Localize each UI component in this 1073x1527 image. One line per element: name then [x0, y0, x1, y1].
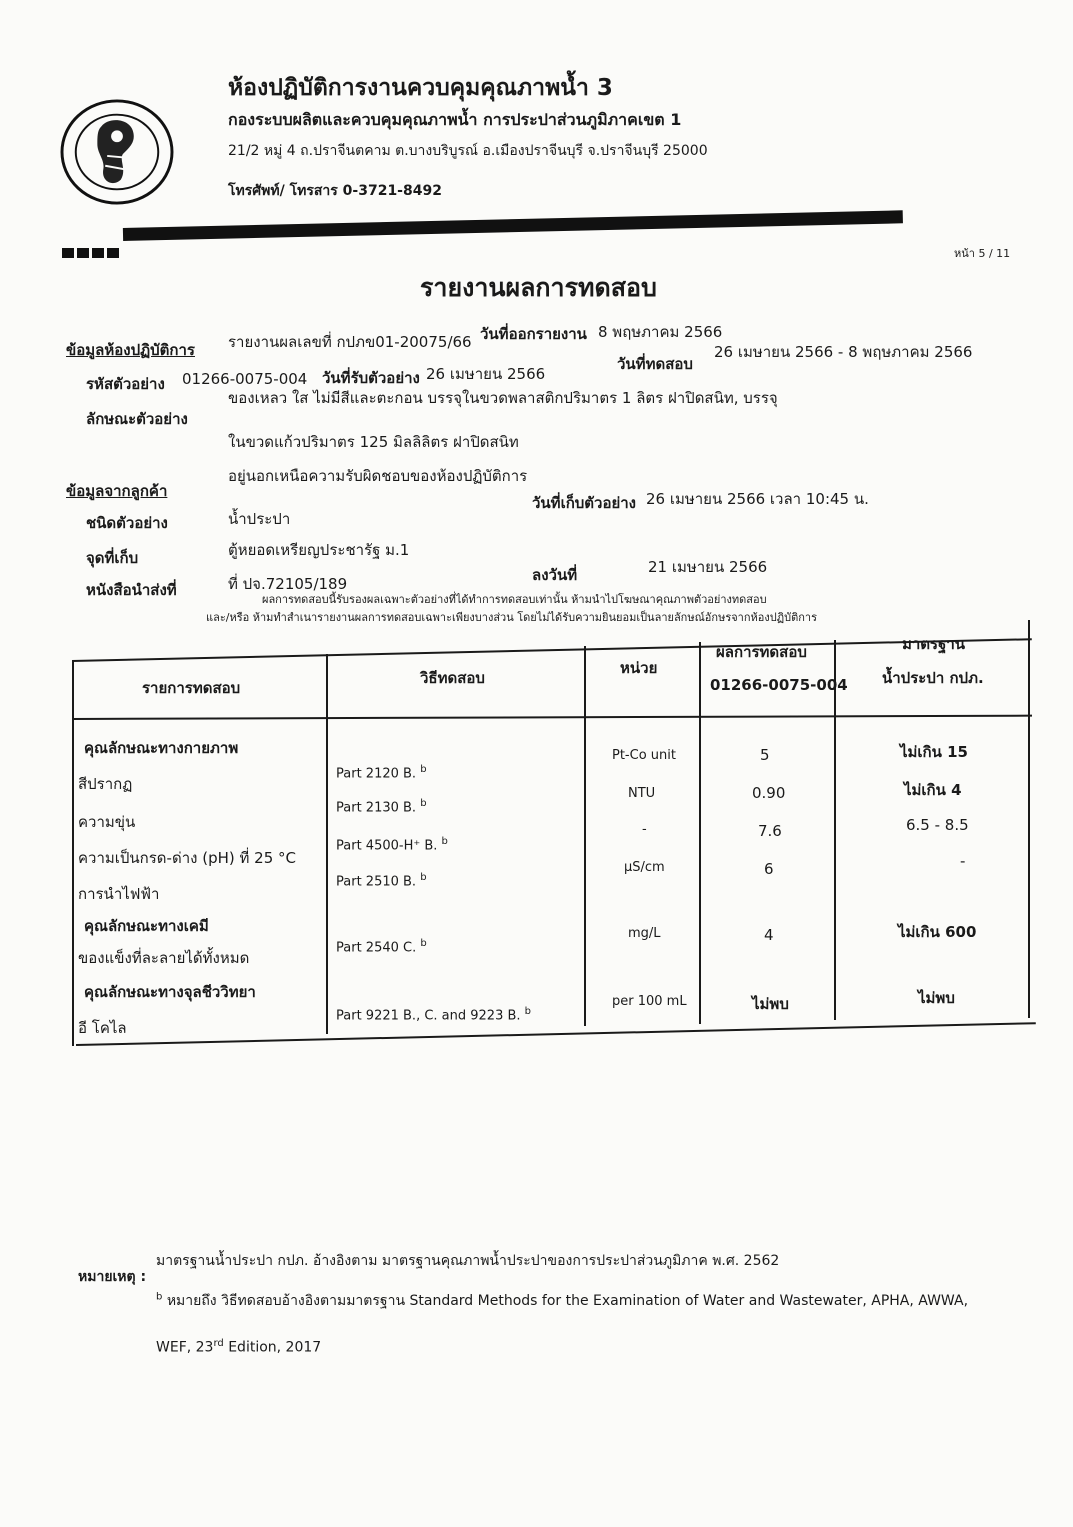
dated-label: ลงวันที่: [532, 566, 578, 584]
disclaimer-line2: และ/หรือ ห้ามทำสำเนารายงานผลการทดสอบเฉพาะเพียงบางส่วน โดยไม่ได้รับความยินยอมเป็นลายลักษณ์อักษรจากห้องปฏิบัติการ: [206, 611, 817, 624]
letter-label: หนังสือนำส่งที่: [86, 581, 177, 599]
row-unit: mg/L: [628, 926, 661, 941]
lab-division: กองระบบผลิตและควบคุมคุณภาพน้ำ การประปาส่วนภูมิภาคเขต 1: [228, 110, 682, 129]
report-number: รายงานผลเลขที่ กปภข01-20075/66: [228, 333, 472, 351]
row-method: Part 2510 B. $^b$: [336, 872, 427, 890]
note-standard-ref: มาตรฐานน้ำประปา กปภ. อ้างอิงตาม มาตรฐานคุณภาพน้ำประปาของการประปาส่วนภูมิภาค พ.ศ. 2562: [156, 1253, 780, 1269]
row-item: ความขุ่น: [78, 813, 136, 831]
row-item: ของแข็งที่ละลายได้ทั้งหมด: [78, 949, 250, 967]
row-standard: ไม่เกิน 600: [898, 923, 977, 941]
collection-point-label: จุดที่เก็บ: [86, 549, 139, 567]
group-microbio: คุณลักษณะทางจุลชีววิทยา: [84, 983, 256, 1001]
header-item: รายการทดสอบ: [142, 679, 241, 697]
issue-date-label: วันที่ออกรายงาน: [480, 325, 587, 343]
row-item: ความเป็นกรด-ด่าง (pH) ที่ 25 °C: [78, 849, 296, 867]
group-chemical: คุณลักษณะทางเคมี: [84, 917, 209, 935]
collected-label: วันที่เก็บตัวอย่าง: [532, 494, 637, 512]
sample-char-line2: ในขวดแก้วปริมาตร 125 มิลลิลิตร ฝาปิดสนิท: [228, 433, 519, 451]
header-rule-dashes: [62, 248, 119, 258]
row-unit: per 100 mL: [612, 994, 687, 1009]
row-unit: µS/cm: [624, 860, 665, 875]
lab-phone: โทรศัพท์/ โทรสาร 0-3721-8492: [228, 183, 442, 199]
row-method: Part 4500-H⁺ B. $^b$: [336, 836, 448, 854]
row-standard: 6.5 - 8.5: [906, 816, 969, 834]
test-date: 26 เมษายน 2566 - 8 พฤษภาคม 2566: [714, 343, 973, 361]
collected-date: 26 เมษายน 2566 เวลา 10:45 น.: [646, 490, 869, 508]
received-date: 26 เมษายน 2566: [426, 365, 546, 383]
received-label: วันที่รับตัวอย่าง: [322, 369, 420, 387]
results-table: [72, 620, 1032, 1046]
sample-char-line1: ของเหลว ใส ไม่มีสีและตะกอน บรรจุในขวดพลาสติกปริมาตร 1 ลิตร ฝาปิดสนิท, บรรจุ: [228, 389, 778, 407]
row-method: Part 2130 B. $^b$: [336, 798, 427, 816]
row-item: สีปรากฏ: [78, 775, 133, 793]
letter-number: ที่ ปจ.72105/189: [228, 575, 348, 593]
notes-label: หมายเหตุ :: [78, 1269, 147, 1285]
row-standard: ไม่เกิน 4: [904, 781, 962, 799]
row-result: 6: [764, 860, 774, 878]
sample-code-label: รหัสตัวอย่าง: [86, 375, 165, 393]
sample-code: 01266-0075-004: [182, 370, 308, 388]
row-item: อี โคไล: [78, 1019, 127, 1037]
row-standard: ไม่เกิน 15: [900, 743, 968, 761]
lab-name: ห้องปฏิบัติการงานควบคุมคุณภาพน้ำ 3: [228, 75, 613, 101]
row-method: Part 9221 B., C. and 9223 B. $^b$: [336, 1006, 532, 1024]
header-unit: หน่วย: [620, 659, 658, 677]
disclaimer-line1: ผลการทดสอบนี้รับรองผลเฉพาะตัวอย่างที่ได้ทำการทดสอบเท่านั้น ห้ามนำไปโฆษณาคุณภาพตัวอย่างทดสอบ: [262, 593, 767, 606]
row-standard: -: [960, 852, 966, 870]
row-standard: ไม่พบ: [918, 989, 955, 1007]
header-standard-sub: น้ำประปา กปภ.: [882, 669, 984, 687]
note-edition: WEF, 23rd Edition, 2017: [156, 1338, 322, 1356]
row-result: 4: [764, 926, 774, 944]
group-physical: คุณลักษณะทางกายภาพ: [84, 739, 239, 757]
sample-type: น้ำประปา: [228, 510, 291, 528]
row-unit: NTU: [628, 786, 656, 801]
header-standard: มาตรฐาน: [902, 635, 966, 653]
note-method-ref: $^b$ หมายถึง วิธีทดสอบอ้างอิงตามมาตรฐาน Standard Methods for the Examination of Water and Wastewater, APHA, AWWA,: [156, 1291, 969, 1309]
pwa-seal-logo: [58, 97, 176, 207]
row-unit: Pt-Co unit: [612, 748, 676, 763]
customer-info-label: ข้อมูลจากลูกค้า: [66, 482, 168, 500]
sample-char-label: ลักษณะตัวอย่าง: [86, 410, 188, 428]
page-number: หน้า 5 / 11: [954, 247, 1011, 260]
row-result: ไม่พบ: [752, 995, 789, 1013]
report-title: รายงานผลการทดสอบ: [420, 273, 657, 302]
header-method: วิธีทดสอบ: [420, 669, 485, 687]
collection-point: ตู้หยอดเหรียญประชารัฐ ม.1: [228, 541, 410, 559]
dated: 21 เมษายน 2566: [648, 558, 768, 576]
row-method: Part 2120 B. $^b$: [336, 764, 427, 782]
header-result-code: 01266-0075-004: [710, 676, 848, 694]
header-rule-bar: [123, 210, 903, 241]
lab-info-label: ข้อมูลห้องปฏิบัติการ: [66, 341, 195, 359]
lab-address: 21/2 หมู่ 4 ถ.ปราจีนตคาม ต.บางบริบูรณ์ อ.เมืองปราจีนบุรี จ.ปราจีนบุรี 25000: [228, 143, 708, 159]
responsibility-note: อยู่นอกเหนือความรับผิดชอบของห้องปฏิบัติการ: [228, 467, 528, 485]
header-result: ผลการทดสอบ: [716, 643, 807, 661]
row-result: 0.90: [752, 784, 786, 802]
row-unit: -: [642, 822, 647, 837]
row-method: Part 2540 C. $^b$: [336, 938, 427, 956]
row-result: 7.6: [758, 822, 782, 840]
sample-type-label: ชนิดตัวอย่าง: [86, 514, 168, 532]
row-result: 5: [760, 746, 770, 764]
issue-date: 8 พฤษภาคม 2566: [598, 323, 723, 341]
row-item: การนำไฟฟ้า: [78, 885, 160, 903]
test-date-label: วันที่ทดสอบ: [617, 355, 693, 373]
